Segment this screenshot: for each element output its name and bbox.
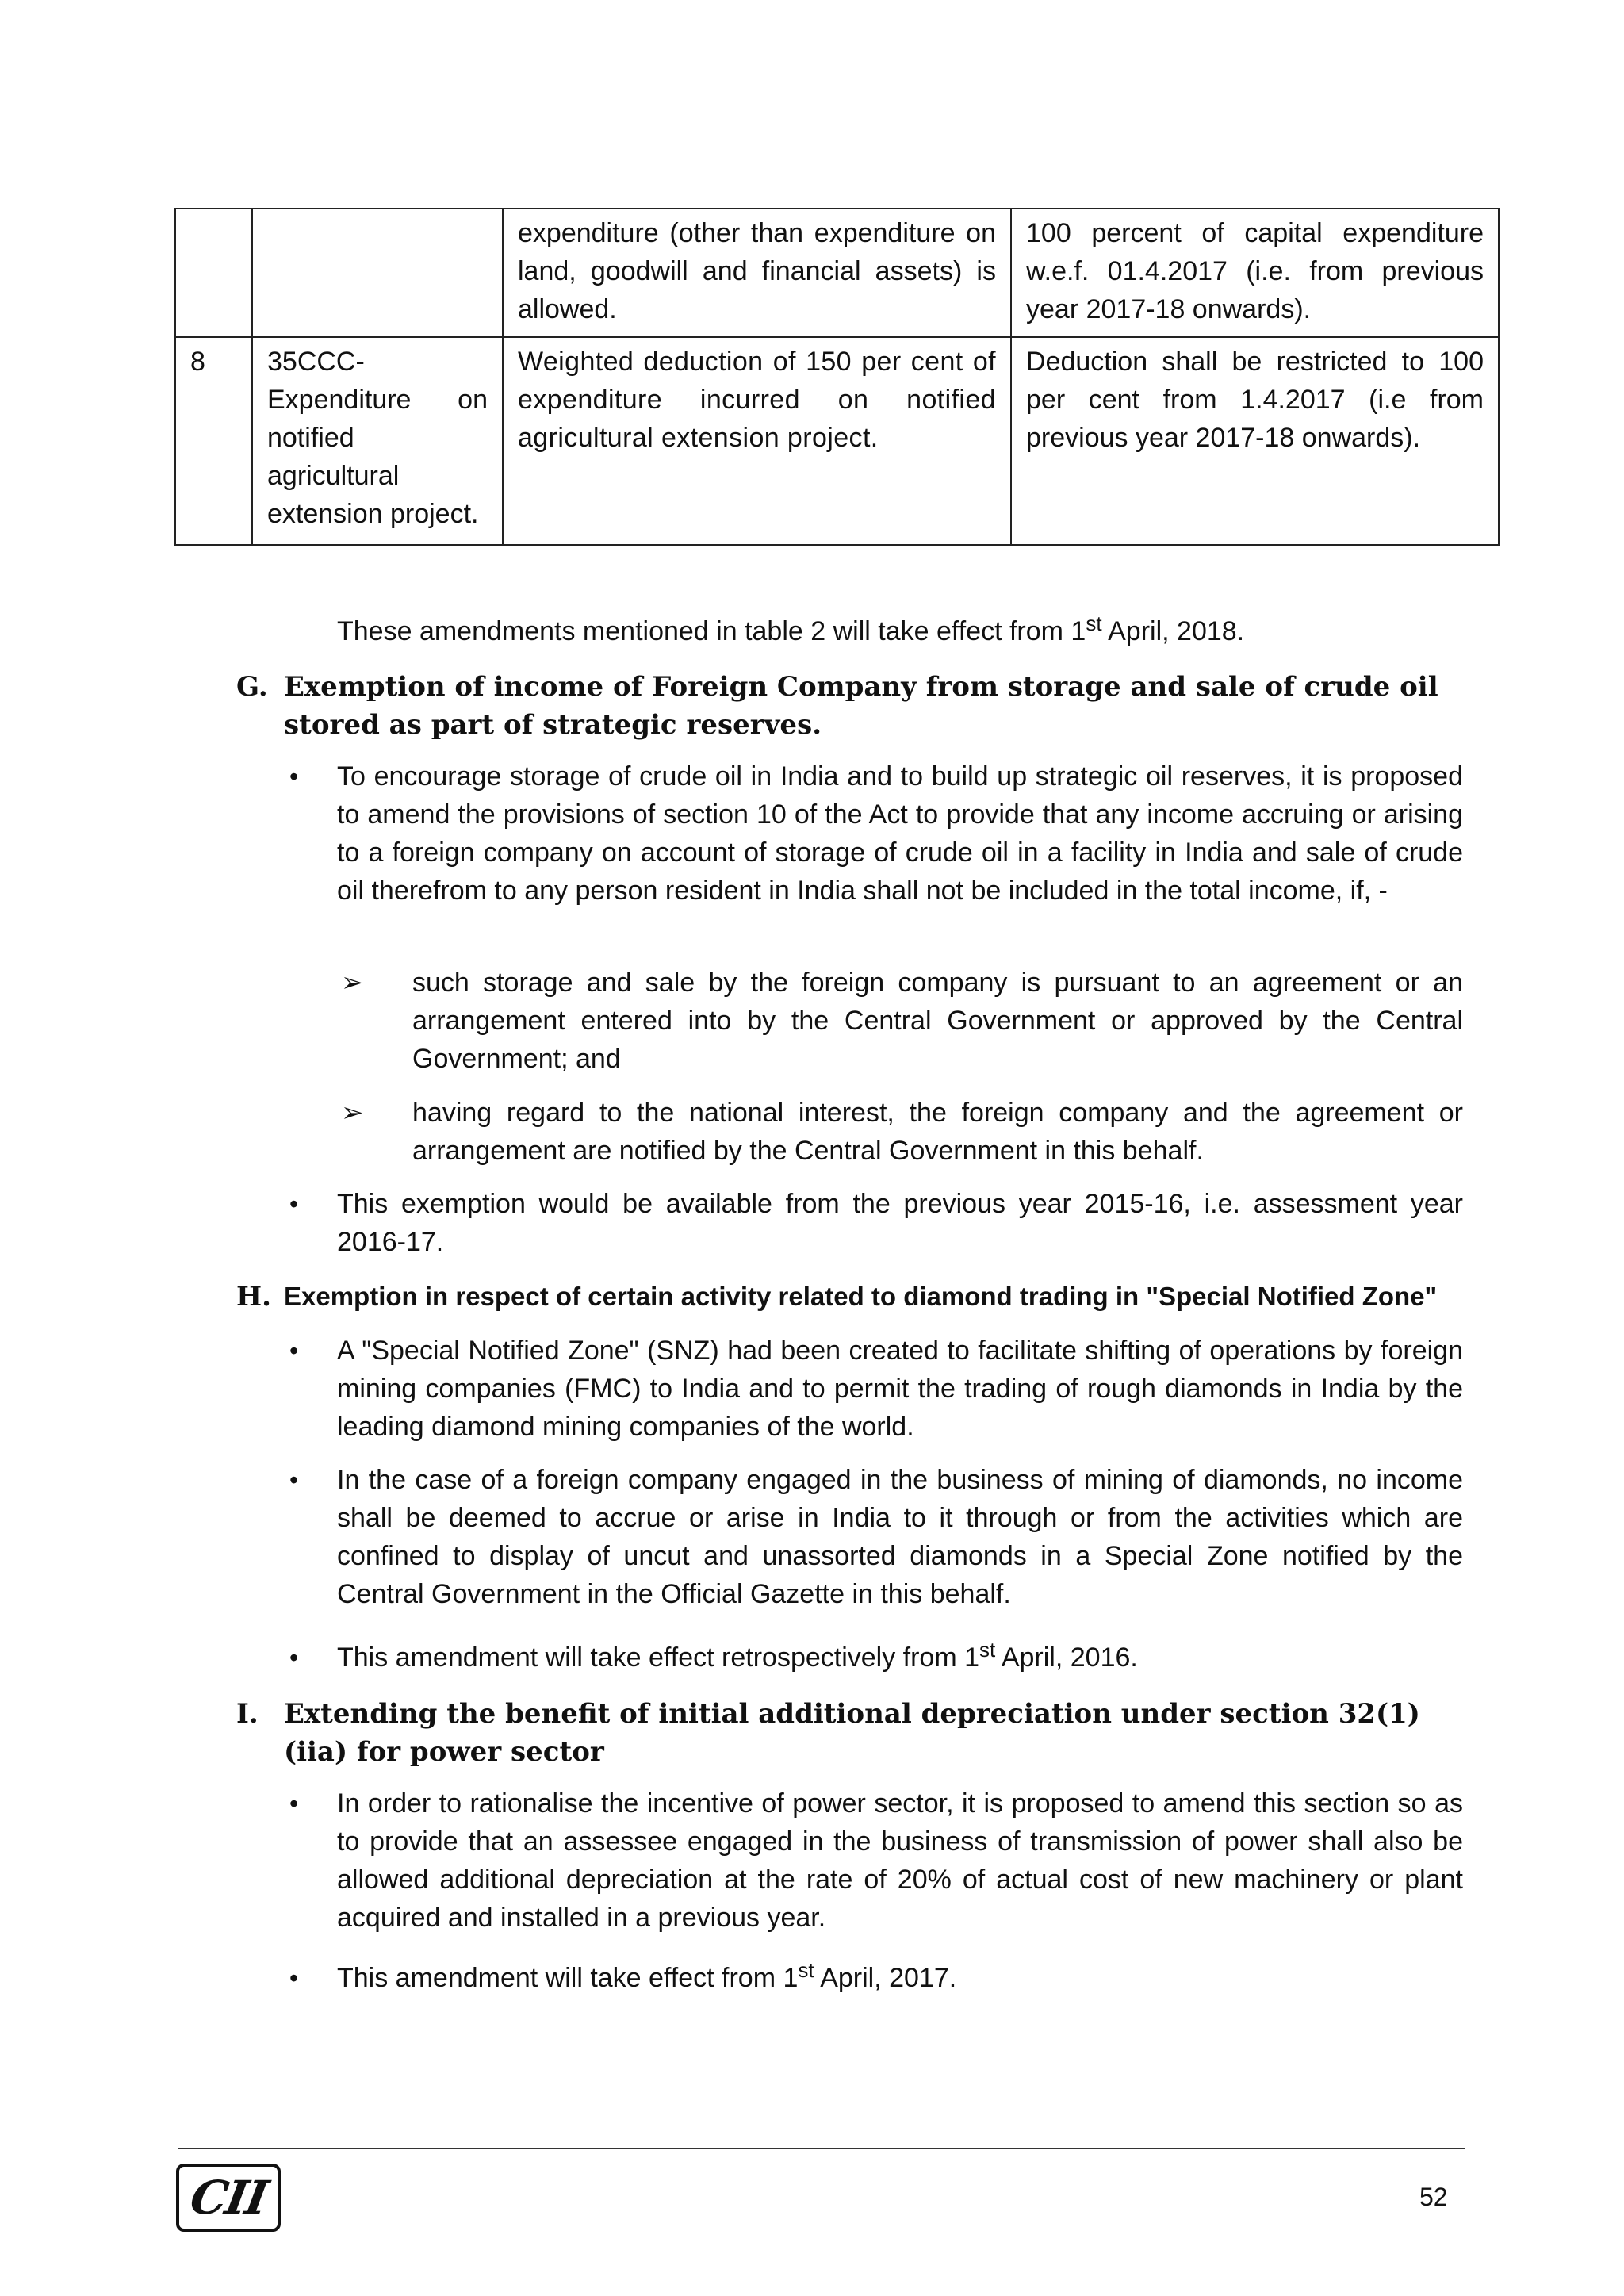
section-g-title: Exemption of income of Foreign Company from storage and sale of crude oil stored as part of strategic reserves. bbox=[284, 671, 1438, 741]
existing-provision-cell: Weighted deduction of 150 per cent of expenditure incurred on notified agricultural extension project. bbox=[503, 337, 1011, 545]
bullet-text-end: April, 2016. bbox=[995, 1642, 1138, 1673]
table-note bbox=[337, 612, 1463, 650]
section-i-bullet-2 bbox=[337, 1959, 1463, 1997]
bullet-glyph: • bbox=[289, 1643, 299, 1672]
bullet-text-end: April, 2017. bbox=[814, 1963, 957, 1993]
section-g-bullet-2: This exemption would be available from the previous year 2015-16, i.e. assessment year 2016-17. bbox=[337, 1189, 1463, 1257]
table-row bbox=[175, 209, 1499, 337]
bullet-sup: st bbox=[798, 1958, 814, 1982]
bullet-glyph: • bbox=[289, 1789, 299, 1818]
footer-rule bbox=[178, 2148, 1465, 2149]
section-i-letter: I. bbox=[236, 1698, 259, 1730]
section-h-letter: H. bbox=[236, 1281, 271, 1313]
serial-cell bbox=[175, 209, 252, 337]
section-h-bullet-1: A "Special Notified Zone" (SNZ) had been created to facilitate shifting of operations by foreign mining companies (FMC) to India and to permit the trading of rough diamonds in India by the leading diamond mining companies of the world. bbox=[337, 1336, 1463, 1442]
bullet-glyph: • bbox=[289, 1336, 299, 1365]
table-row bbox=[175, 337, 1499, 545]
section-cell bbox=[252, 209, 503, 337]
section-i-title: Extending the benefit of initial additional depreciation under section 32(1)(iia) for power sector bbox=[284, 1698, 1420, 1768]
bullet-sup: st bbox=[979, 1638, 996, 1662]
section-cell: 35CCC- Expenditure on notified agricultural extension project. bbox=[252, 337, 503, 545]
amendment-cell: Deduction shall be restricted to 100 per cent from 1.4.2017 (i.e from previous year 2017-18 onwards). bbox=[1011, 337, 1499, 545]
section-g-letter: G. bbox=[236, 671, 268, 703]
bullet-glyph: • bbox=[289, 1190, 299, 1218]
bullet-glyph: • bbox=[289, 1964, 299, 1992]
arrow-bullet-icon: ➢ bbox=[341, 1098, 364, 1128]
bullet-text: This amendment will take effect retrospectively from 1 bbox=[337, 1642, 980, 1673]
section-g-bullet-1: To encourage storage of crude oil in India and to build up strategic oil reserves, it is proposed to amend the provisions of section 10 of the Act to provide that any income accruing or arising to a foreign company on account of storage of crude oil in a facility in India and sale of crude oil therefrom to any person resident in India shall not be included in the total income, if, - bbox=[337, 761, 1463, 906]
page-number: 52 bbox=[1419, 2183, 1448, 2211]
amendments-table bbox=[174, 208, 1500, 546]
bullet-glyph: • bbox=[289, 762, 299, 791]
section-g-sub-1: such storage and sale by the foreign company is pursuant to an agreement or an arrangement entered into by the Central Government or approved by the Central Government; and bbox=[412, 968, 1463, 1074]
section-g-sub-2: having regard to the national interest, the foreign company and the agreement or arrangement are notified by the Central Government in this behalf. bbox=[412, 1098, 1463, 1166]
section-i-bullet-1: In order to rationalise the incentive of power sector, it is proposed to amend this section so as to provide that an assessee engaged in the business of transmission of power shall also be allowed additional depreciation at the rate of 20% of actual cost of new machinery or plant acquired and installed in a previous year. bbox=[337, 1788, 1463, 1933]
existing-provision-cell: expenditure (other than expenditure on land, goodwill and financial assets) is allowed. bbox=[503, 209, 1011, 337]
note-text: These amendments mentioned in table 2 will take effect from 1 bbox=[337, 616, 1086, 646]
bullet-text: This amendment will take effect from 1 bbox=[337, 1963, 799, 1993]
cii-logo bbox=[176, 2164, 281, 2232]
bullet-glyph: • bbox=[289, 1466, 299, 1494]
note-sup: st bbox=[1086, 611, 1102, 635]
section-h-bullet-2: In the case of a foreign company engaged in the business of mining of diamonds, no income shall be deemed to accrue or arise in India to it through or from the activities which are confined to display of uncut and unassorted diamonds in a Special Zone notified by the Central Government in the Official Gazette in this behalf. bbox=[337, 1465, 1463, 1609]
section-h-bullet-3 bbox=[337, 1639, 1463, 1677]
amendment-cell: 100 percent of capital expenditure w.e.f. 01.4.2017 (i.e. from previous year 2017-18 onwards). bbox=[1011, 209, 1499, 337]
note-text-end: April, 2018. bbox=[1101, 616, 1245, 646]
logo-text: CII bbox=[186, 2171, 271, 2225]
serial-cell: 8 bbox=[175, 337, 252, 545]
arrow-bullet-icon: ➢ bbox=[341, 968, 364, 998]
section-h-title: Exemption in respect of certain activity related to diamond trading in "Special Notified Zone" bbox=[284, 1282, 1438, 1311]
